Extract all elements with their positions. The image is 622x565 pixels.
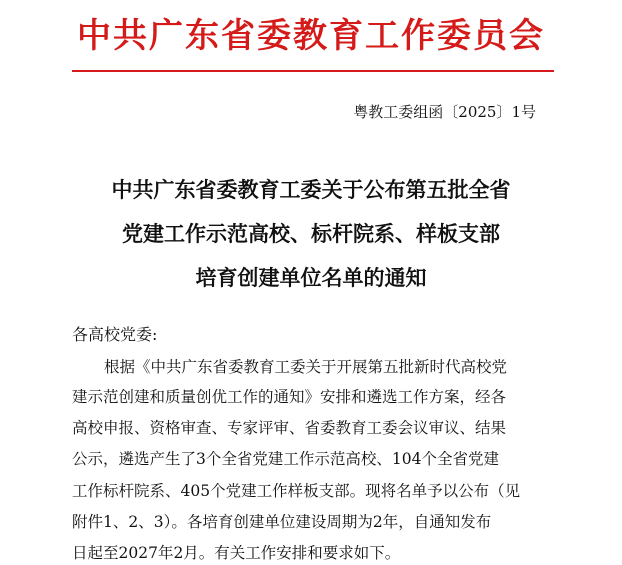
notice-title — [0, 168, 622, 300]
document-number: 粤教工委组函〔2025〕1号 — [353, 103, 536, 121]
notice-title-line: 中共广东省委教育工委关于公布第五批全省 — [111, 178, 511, 202]
body-text-line: 公示，遴选产生了3个全省党建工作示范高校、104个全省党建 — [72, 450, 499, 468]
notice-title-line: 党建工作示范高校、标杆院系、样板支部 — [122, 222, 500, 246]
letterhead-red-rule — [72, 70, 554, 72]
body-text-line: 建示范创建和质量创优工作的通知》安排和遴选工作方案，经各 — [72, 388, 507, 406]
body-text-line: 工作标杆院系、405个党建工作样板支部。现将名单予以公布（见 — [72, 482, 521, 500]
body-text-line: 附件1、2、3）。各培育创建单位建设周期为2年，自通知发布 — [72, 513, 492, 531]
body-text-line: 高校申报、资格审查、专家评审、省委教育工委会议审议、结果 — [72, 419, 507, 437]
letterhead-title: 中共广东省委教育工作委员会 — [77, 16, 545, 56]
body-text-line: 日起至2027年2月。有关工作安排和要求如下。 — [72, 544, 401, 562]
salutation: 各高校党委: — [72, 325, 158, 344]
body-text-line: 根据《中共广东省委教育工委关于开展第五批新时代高校党 — [104, 358, 508, 376]
notice-title-line: 培育创建单位名单的通知 — [195, 266, 427, 290]
